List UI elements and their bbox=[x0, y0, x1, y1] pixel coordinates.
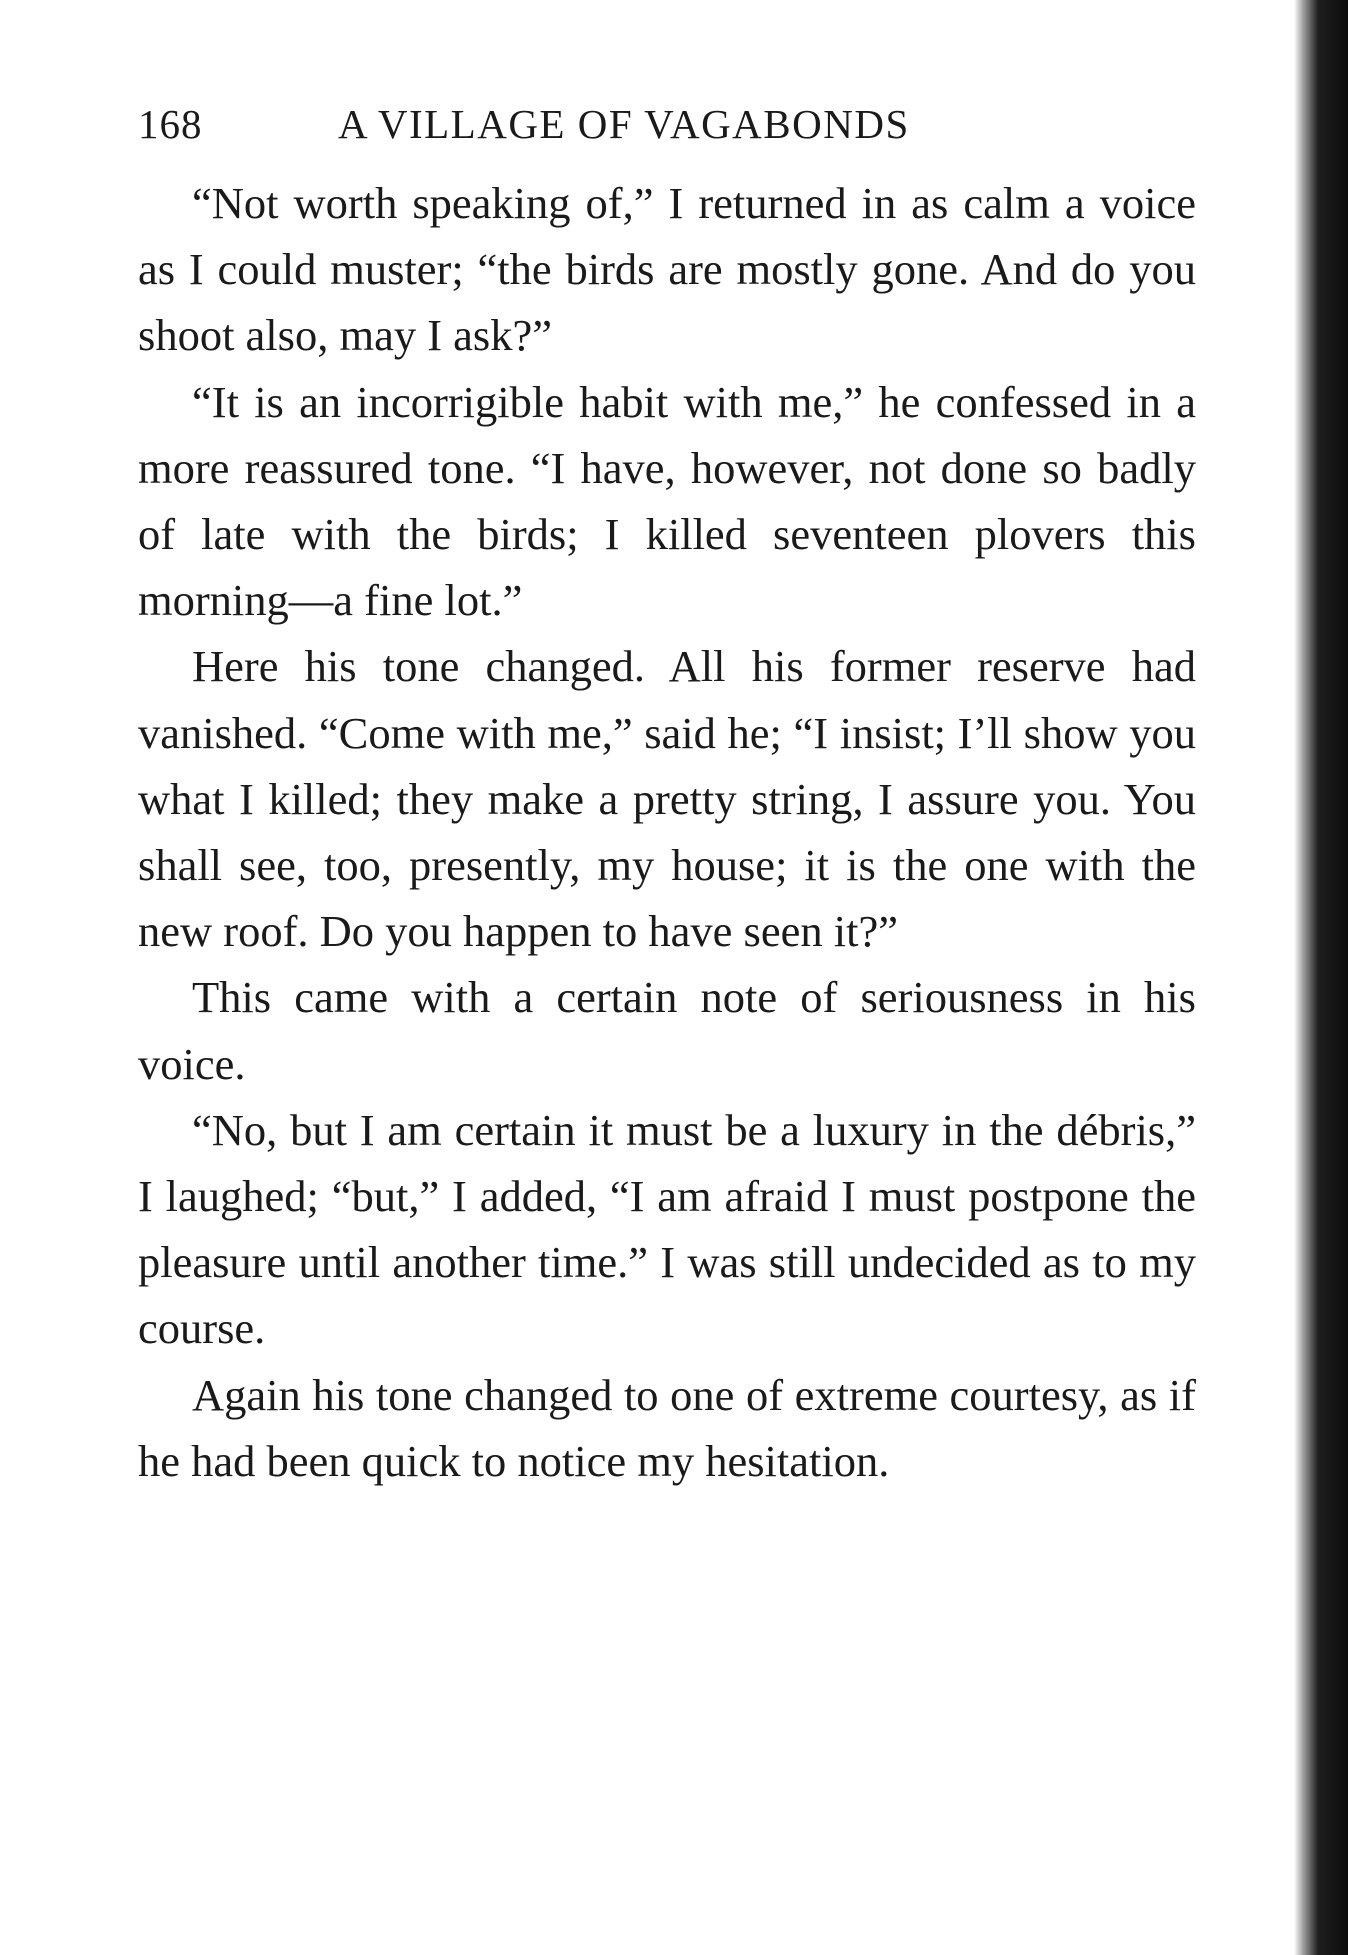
body-text bbox=[138, 170, 1196, 1494]
running-head bbox=[138, 100, 1200, 160]
book-title: A VILLAGE OF VAGABONDS bbox=[338, 101, 910, 147]
paragraph-4: This came with a certain note of seriousness in his voice. bbox=[138, 972, 1196, 1089]
book-spine-shadow bbox=[1294, 0, 1348, 1955]
paragraph-6: Again his tone changed to one of extreme courtesy, as if he had been quick to notice my hesitation. bbox=[138, 1369, 1196, 1486]
paragraph-1: “Not worth speaking of,” I returned in as calm a voice as I could muster; “the birds are mostly gone. And do you shoot also, may I ask?” bbox=[138, 178, 1196, 361]
paragraph-5: “No, but I am certain it must be a luxury in the débris,” I laughed; “but,” I added, “I am afraid I must postpone the pleasure until another time.” I was still undecided as to my course. bbox=[138, 1104, 1196, 1354]
page-number: 168 bbox=[138, 101, 203, 147]
paragraph-3: Here his tone changed. All his former reserve had vanished. “Come with me,” said he; “I insist; I’ll show you what I killed; they make a pretty string, I assure you. You shall see, too, presently, my house; it is the one with the new roof. Do you happen to have seen it?” bbox=[138, 641, 1196, 957]
paragraph-2: “It is an incorrigible habit with me,” he confessed in a more reassured tone. “I have, however, not done so badly of late with the birds; I killed seventeen plovers this morning—a fine lot.” bbox=[138, 376, 1196, 626]
